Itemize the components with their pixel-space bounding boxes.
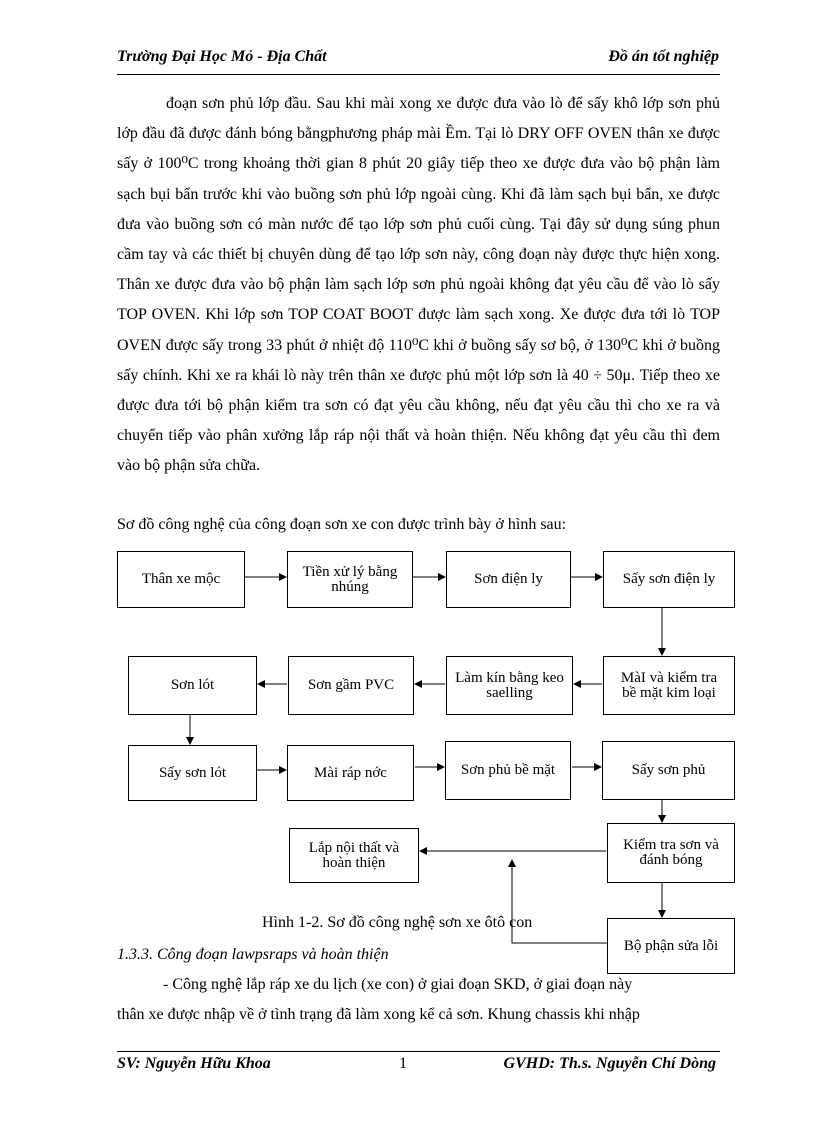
figure-caption: Hình 1-2. Sơ đồ công nghệ sơn xe ôtô con [262, 914, 533, 931]
section-heading: 1.3.3. Công đoạn lawpsraps và hoàn thiện [117, 946, 389, 963]
flow-box-10: Mài ráp nớc [287, 745, 414, 801]
flow-box-7: Sơn gầm PVC [288, 656, 414, 715]
flow-box-3: Sơn điện ly [446, 551, 571, 608]
header-title: Đồ án tốt nghiệp [608, 48, 719, 65]
header-rule [117, 74, 720, 75]
flow-box-6: Làm kín bằng keo saelling [446, 656, 573, 715]
flow-box-8: Sơn lót [128, 656, 257, 715]
flow-box-14: Lắp nội thất và hoàn thiện [289, 828, 419, 883]
body-paragraph: đoạn sơn phủ lớp đầu. Sau khi mài xong xe được đưa vào lò để sấy khô lớp sơn phủ lớp đầu đã được đánh bóng bằngphương pháp mài Ềm. Tại lò DRY OFF OVEN thân xe được sấy ở 100⁰C trong khoảng thời gian 8 phút 20 giây tiếp theo xe được đưa vào bộ phận làm sạch bụi bẩn trước khi vào buồng sơn phủ lớp ngoài cùng. Khi đã làm sạch bụi bẩn, xe được đưa vào buồng sơn có màn nước để tạo lớp sơn phủ cuối cùng. Tại đây sử dụng súng phun cầm tay và các thiết bị chuyên dùng để tạo lớp sơn này, công đoạn này được thực hiện xong. Thân xe được đưa vào bộ phận làm sạch lớp sơn phủ ngoài không đạt yêu cầu để vào lò sấy TOP OVEN. Khi lớp sơn TOP COAT BOOT được làm sạch xong. Xe được đưa tới lò TOP OVEN được sấy trong 33 phút ở nhiệt độ 110⁰C khi ở buồng sấy sơ bộ, ở 130⁰C khi ở buồng sấy chính. Khi xe ra khái lò này trên thân xe được phủ một lớp sơn là 40 ÷ 50μ. Tiếp theo xe được đưa tới bộ phận kiểm tra sơn có đạt yêu cầu không, nếu đạt yêu cầu thì cho xe ra và chuyển tiếp vào phân xưởng lắp ráp nội thất và hoàn thiện. Nếu không đạt yêu cầu thì đem vào bộ phận sửa chữa. [117, 95, 720, 475]
diagram-intro: Sơ đồ công nghệ của công đoạn sơn xe con được trình bày ở hình sau: [117, 516, 567, 533]
footer-student: SV: Nguyễn Hữu Khoa [117, 1055, 271, 1072]
footer-rule [117, 1051, 720, 1052]
flow-box-1: Thân xe mộc [117, 551, 245, 608]
flow-box-4: Sấy sơn điện ly [603, 551, 735, 608]
flow-box-11: Sơn phủ bề mặt [445, 741, 571, 800]
flow-box-5: MàI và kiểm tra bề mặt kim loại [603, 656, 735, 715]
page-number: 1 [399, 1055, 407, 1072]
flow-box-2: Tiền xử lý bằng nhúng [287, 551, 413, 608]
header-school: Trường Đại Học Mỏ - Địa Chất [117, 48, 327, 65]
flow-box-15: Bộ phận sửa lỗi [607, 918, 735, 974]
flow-box-13: Kiểm tra sơn và đánh bóng [607, 823, 735, 883]
flow-box-12: Sấy sơn phủ [602, 741, 735, 800]
section-line-1: - Công nghệ lắp ráp xe du lịch (xe con) ở giai đoạn SKD, ở giai đoạn này [163, 976, 633, 993]
footer-advisor: GVHD: Th.s. Nguyễn Chí Dòng [503, 1055, 716, 1072]
section-line-2: thân xe được nhập về ở tình trạng đã làm xong kể cả sơn. Khung chassis khi nhập [117, 1006, 640, 1023]
flow-box-9: Sấy sơn lót [128, 745, 257, 801]
